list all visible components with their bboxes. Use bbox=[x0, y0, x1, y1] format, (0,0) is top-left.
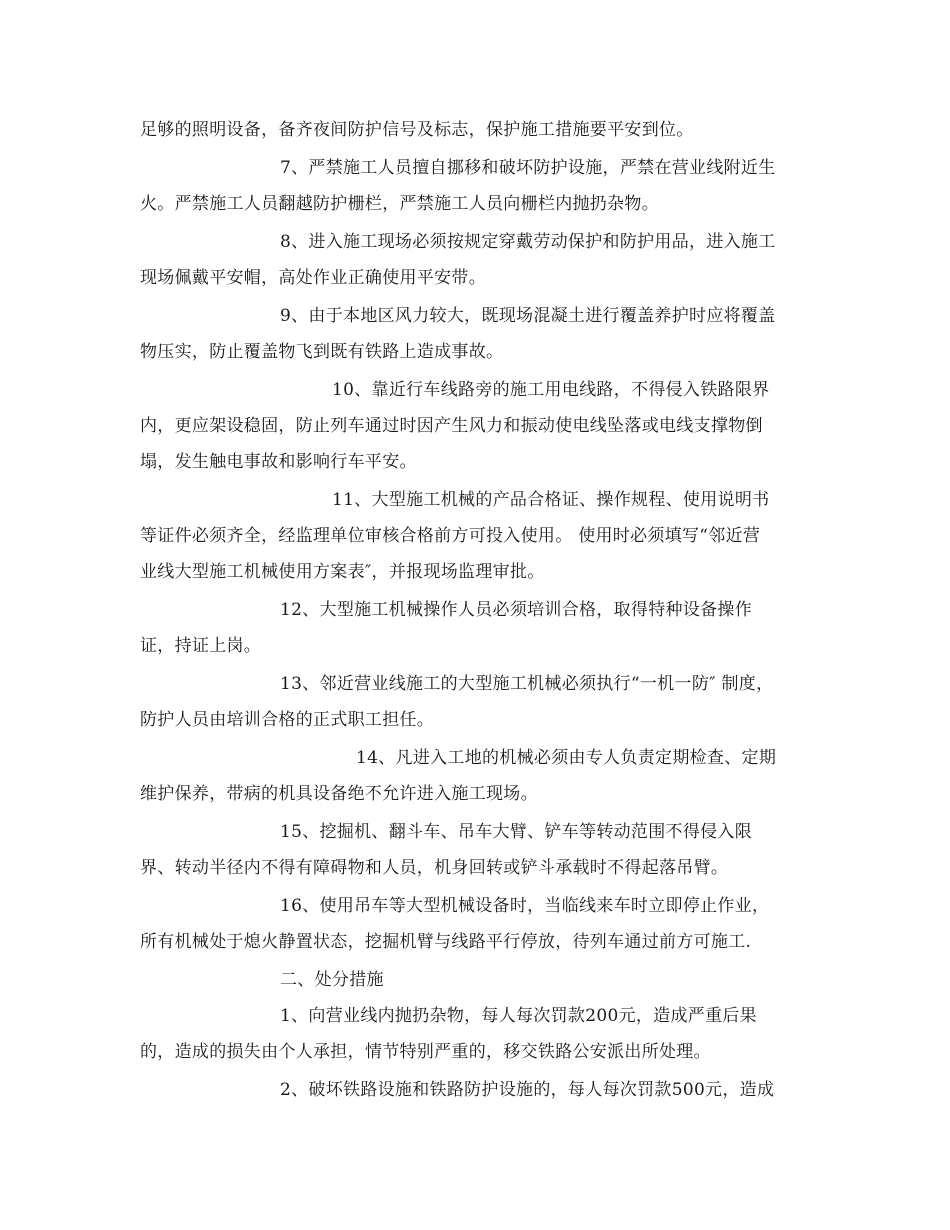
text-line: 界、转动半径内不得有障碍物和人员，机身回转或铲斗承载时不得起落吊臂。 bbox=[140, 858, 729, 878]
text-line: 火。严禁施工人员翻越防护栅栏，严禁施工人员向栅栏内抛扔杂物。 bbox=[140, 194, 659, 214]
text-line: 防护人员由培训合格的正式职工担任。 bbox=[140, 710, 435, 730]
text-line: 的，造成的损失由个人承担，情节特别严重的，移交铁路公安派出所处理。 bbox=[140, 1042, 711, 1062]
text-line: 所有机械处于熄火静置状态，挖掘机臂与线路平行停放，待列车通过前方可施工. bbox=[140, 932, 752, 952]
text-line: 8、进入施工现场必须按规定穿戴劳动保护和防护用品，进入施工 bbox=[280, 232, 776, 252]
text-line: 证，持证上岗。 bbox=[140, 636, 262, 656]
section-heading: 二、处分措施 bbox=[280, 970, 384, 990]
text-line: 13、邻近营业线施工的大型施工机械必须执行“一机一防″ 制度， bbox=[280, 674, 774, 694]
text-line: 塌，发生触电事故和影响行车平安。 bbox=[140, 452, 417, 472]
text-line: 维护保养，带病的机具设备绝不允许进入施工现场。 bbox=[140, 784, 538, 804]
text-line: 等证件必须齐全，经监理单位审核合格前方可投入使用。 使用时必须填写“邻近营 bbox=[140, 526, 761, 546]
text-line: 11、大型施工机械的产品合格证、操作规程、使用说明书 bbox=[332, 490, 770, 510]
text-line: 12、大型施工机械操作人员必须培训合格，取得特种设备操作 bbox=[280, 600, 753, 620]
text-line: 足够的照明设备，备齐夜间防护信号及标志，保护施工措施要平安到位。 bbox=[140, 120, 694, 140]
text-line: 2、破坏铁路设施和铁路防护设施的，每人每次罚款500元，造成 bbox=[280, 1080, 775, 1100]
text-line: 15、挖掘机、翻斗车、吊车大臂、铲车等转动范围不得侵入限 bbox=[280, 822, 753, 842]
text-line: 1、向营业线内抛扔杂物，每人每次罚款200元，造成严重后果 bbox=[280, 1006, 757, 1026]
text-line: 7、严禁施工人员擅自挪移和破坏防护设施，严禁在营业线附近生 bbox=[280, 158, 776, 178]
text-line: 内，更应架设稳固，防止列车通过时因产生风力和振动使电线坠落或电线支撑物倒 bbox=[140, 416, 763, 436]
text-line: 现场佩戴平安帽，高处作业正确使用平安带。 bbox=[140, 268, 486, 288]
text-line: 10、靠近行车线路旁的施工用电线路，不得侵入铁路限界 bbox=[332, 380, 770, 400]
text-line: 9、由于本地区风力较大，既现场混凝土进行覆盖养护时应将覆盖 bbox=[280, 306, 776, 326]
text-line: 14、凡进入工地的机械必须由专人负责定期检查、定期 bbox=[356, 748, 777, 768]
text-line: 物压实，防止覆盖物飞到既有铁路上造成事故。 bbox=[140, 342, 504, 362]
text-line: 16、使用吊车等大型机械设备时，当临线来车时立即停止作业， bbox=[280, 896, 770, 916]
text-line: 业线大型施工机械使用方案表″，并报现场监理审批。 bbox=[140, 562, 545, 582]
